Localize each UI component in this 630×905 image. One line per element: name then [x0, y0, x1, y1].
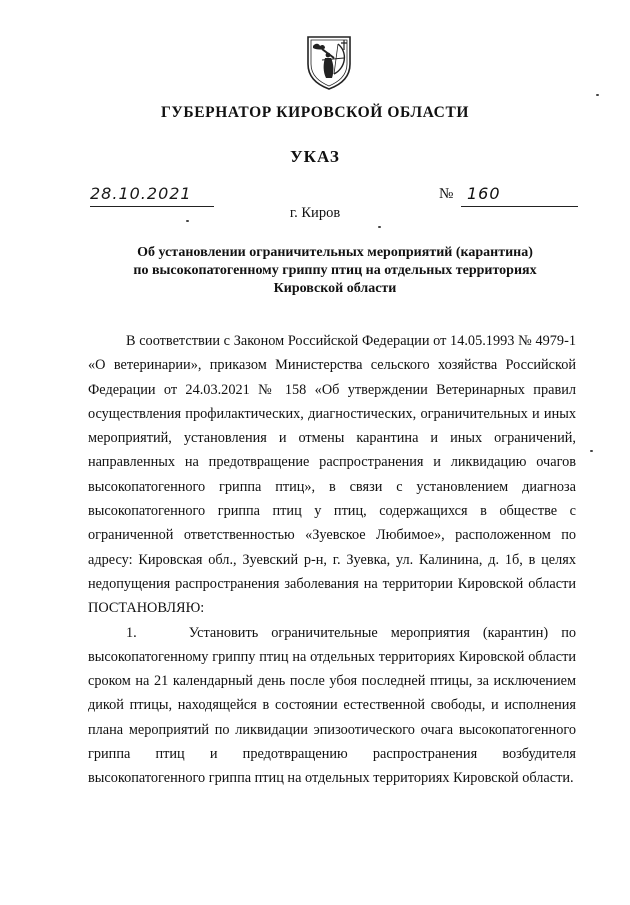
- authority-heading: ГУБЕРНАТОР КИРОВСКОЙ ОБЛАСТИ: [160, 104, 470, 121]
- decree-body: [88, 329, 576, 791]
- title-line-3: Кировской области: [273, 281, 397, 296]
- number-line: [461, 186, 578, 207]
- decree-title: [90, 244, 580, 298]
- scan-speck: [186, 220, 189, 222]
- title-line-2: по высокопатогенному гриппу птиц на отдельных территориях: [133, 263, 537, 278]
- title-line-1: Об установлении ограничительных мероприятий (карантина): [137, 245, 533, 260]
- document-type: УКАЗ: [290, 147, 340, 166]
- number-label: №: [439, 186, 454, 202]
- kirov-coat-of-arms-icon: [304, 34, 354, 90]
- body-paragraph-preamble: В соответствии с Законом Российской Федерации от 14.05.1993 № 4979-1 «О ветеринарии», приказом Министерства сельского хозяйства Российской Федерации от 24.03.2021 № 158 «Об утверждении Ветеринарных правил осуществления профилактических, диагностических, ограничительных и иных мероприятий, установления и отмены карантина и иных ограничений, направленных на предотвращение распространения и ликвидацию очагов высокопатогенного гриппа птиц», в связи с установлением диагноза высокопатогенного гриппа птиц у птиц, содержащихся в обществе с ограниченной ответственностью «Зуевское Любимое», расположенном по адресу: Кировская обл., Зуевский р-н, г. Зуевка, ул. Калинина, д. 1б, в целях недопущения распространения заболевания на территории Кировской области ПОСТАНОВЛЯЮ:: [88, 333, 576, 617]
- scan-speck: [378, 226, 381, 228]
- city-label: г. Киров: [289, 205, 341, 221]
- date-value: 28.10.2021: [90, 184, 192, 203]
- scan-speck: [590, 450, 593, 452]
- scan-speck: [596, 94, 599, 96]
- number-field: [439, 186, 579, 206]
- number-value: 160: [467, 184, 501, 203]
- body-paragraph-clause-1: 1. Установить ограничительные мероприятия (карантин) по высокопатогенному гриппу птиц на отдельных территориях Кировской области сроком на 21 календарный день после убоя последней птицы, за исключением дикой птицы, находящейся в состоянии естественной свободы, и исполнения плана мероприятий по ликвидации эпизоотического очага высокопатогенного гриппа птиц и предотвращению распространения возбудителя высокопатогенного гриппа птиц на отдельных территориях Кировской области.: [88, 624, 576, 787]
- date-field: [90, 186, 214, 207]
